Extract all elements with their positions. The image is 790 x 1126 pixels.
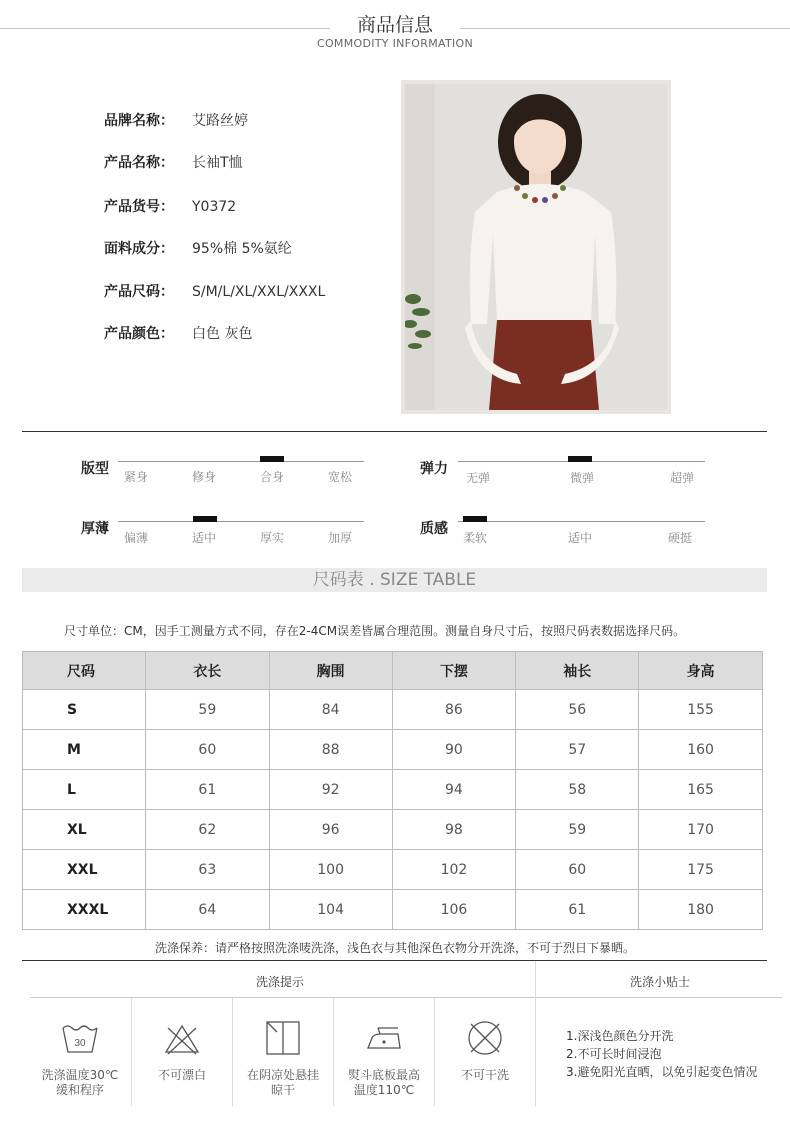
- info-row-colors: [104, 323, 252, 343]
- table-cell: XXL: [23, 850, 146, 890]
- attr-fit-label: 版型: [81, 461, 109, 477]
- info-value: 长袖T恤: [192, 155, 243, 171]
- wash-icon-cell: [233, 998, 333, 1106]
- wash-tip: 2.不可长时间浸泡: [566, 1047, 662, 1061]
- info-label: 品牌名称：: [104, 113, 174, 129]
- column-header: 胸围: [269, 652, 392, 690]
- info-row-brand: [104, 110, 248, 130]
- wash-icon-label: 不可干洗: [460, 1068, 509, 1082]
- table-cell: 175: [639, 850, 763, 890]
- table-cell: 180: [639, 890, 763, 930]
- wash-icon-label: 不可漂白: [157, 1068, 206, 1082]
- wash-tips-title: 洗涤提示: [255, 975, 304, 989]
- wash-icon-label: 洗涤温度30℃ 缓和程序: [41, 1068, 119, 1097]
- attr-texture-track: [458, 521, 705, 522]
- table-cell: 60: [516, 850, 639, 890]
- attr-thickness-option: 偏薄: [124, 531, 149, 545]
- attr-texture-option: 适中: [568, 531, 593, 545]
- wash-column-separator: [535, 961, 536, 1106]
- table-cell: 59: [516, 810, 639, 850]
- table-cell: 61: [145, 770, 269, 810]
- table-cell: XL: [23, 810, 146, 850]
- section-title: 商品信息: [356, 14, 433, 36]
- size-table: [22, 651, 763, 930]
- table-cell: 102: [392, 850, 516, 890]
- info-row-sku: [104, 196, 236, 216]
- attr-fit-option: 修身: [192, 470, 217, 484]
- column-header: 下摆: [392, 652, 516, 690]
- info-value: S/M/L/XL/XXL/XXXL: [192, 284, 326, 300]
- iron-110-icon: [364, 1018, 404, 1058]
- table-cell: 63: [145, 850, 269, 890]
- table-cell: 155: [639, 690, 763, 730]
- size-table-note: 尺寸单位：CM，因手工测量方式不同，存在2-4CM误差皆属合理范围。测量自身尺寸后，按照尺码表数据选择尺码。: [64, 624, 686, 638]
- table-cell: 88: [269, 730, 392, 770]
- model-illustration: [405, 84, 667, 410]
- attr-elasticity-option: 超弹: [670, 471, 695, 485]
- table-cell: 61: [516, 890, 639, 930]
- table-cell: 94: [392, 770, 516, 810]
- table-cell: 57: [516, 730, 639, 770]
- table-cell: L: [23, 770, 146, 810]
- attr-thickness-option: 厚实: [260, 531, 285, 545]
- wash-icon-cell: [132, 998, 232, 1106]
- column-header: 袖长: [516, 652, 639, 690]
- table-cell: 90: [392, 730, 516, 770]
- info-label: 产品名称：: [104, 155, 174, 171]
- attr-thickness-label: 厚薄: [81, 521, 109, 537]
- table-cell: 58: [516, 770, 639, 810]
- table-cell: 160: [639, 730, 763, 770]
- wash-icon-cell: [30, 998, 130, 1106]
- info-label: 产品货号：: [104, 199, 174, 215]
- wash-icon-cell: [334, 998, 434, 1106]
- attr-texture-option: 柔软: [463, 531, 488, 545]
- no-dry-clean-icon: [465, 1018, 505, 1058]
- info-label: 产品尺码：: [104, 284, 174, 300]
- shade-dry-icon: [263, 1018, 303, 1058]
- table-cell: 170: [639, 810, 763, 850]
- info-value: Y0372: [192, 199, 237, 215]
- attr-thickness-option: 适中: [192, 531, 217, 545]
- wash-tip: 1.深浅色颜色分开洗: [566, 1029, 674, 1043]
- wash-icon-cell: [435, 998, 535, 1106]
- wash-icon-label: 在阴凉处悬挂 晾干: [246, 1068, 319, 1097]
- table-header-row: [23, 652, 763, 690]
- info-row-sizes: [104, 281, 325, 301]
- table-cell: 64: [145, 890, 269, 930]
- attr-elasticity-label: 弹力: [420, 461, 448, 477]
- attr-fit-indicator: [260, 456, 284, 462]
- info-label: 产品颜色：: [104, 326, 174, 342]
- table-cell: 86: [392, 690, 516, 730]
- table-cell: 104: [269, 890, 392, 930]
- table-cell: M: [23, 730, 146, 770]
- table-cell: 106: [392, 890, 516, 930]
- attr-texture-label: 质感: [420, 521, 448, 537]
- care-note: 洗涤保养：请严格按照洗涤唛洗涤，浅色衣与其他深色衣物分开洗涤，不可于烈日下暴晒。: [154, 941, 635, 955]
- table-cell: 84: [269, 690, 392, 730]
- wash-icon-label: 熨斗底板最高 温度110℃: [347, 1068, 420, 1097]
- info-label: 面料成分：: [104, 241, 174, 257]
- attr-fit-track: [118, 461, 364, 462]
- wash-temp-number: 30: [74, 1038, 86, 1049]
- table-cell: 165: [639, 770, 763, 810]
- info-value: 艾路丝婷: [192, 113, 248, 129]
- product-photo: [405, 84, 667, 410]
- section-divider: [22, 431, 767, 432]
- attr-elasticity-indicator: [568, 456, 592, 462]
- wash-tip: 3.避免阳光直晒，以免引起变色情况: [566, 1065, 758, 1079]
- attr-elasticity-option: 无弹: [466, 471, 491, 485]
- attr-fit-option: 宽松: [328, 470, 353, 484]
- table-cell: 59: [145, 690, 269, 730]
- table-row: [23, 690, 763, 730]
- table-cell: 56: [516, 690, 639, 730]
- table-cell: 62: [145, 810, 269, 850]
- wash-30-icon: [60, 1018, 100, 1058]
- attr-fit-option: 合身: [260, 470, 285, 484]
- table-row: [23, 770, 763, 810]
- attr-thickness-option: 加厚: [328, 531, 353, 545]
- info-value: 95%棉 5%氨纶: [192, 241, 292, 257]
- wash-hints-title: 洗涤小贴士: [629, 975, 690, 989]
- wash-top-line: [22, 960, 767, 961]
- no-bleach-icon: [162, 1018, 202, 1058]
- info-value: 白色 灰色: [192, 326, 253, 342]
- table-cell: XXXL: [23, 890, 146, 930]
- attr-thickness-track: [118, 521, 364, 522]
- section-subtitle: COMMODITY INFORMATION: [316, 37, 474, 50]
- table-cell: 60: [145, 730, 269, 770]
- table-cell: 100: [269, 850, 392, 890]
- attr-thickness-indicator: [193, 516, 217, 522]
- column-header: 身高: [639, 652, 763, 690]
- table-row: [23, 730, 763, 770]
- table-cell: 92: [269, 770, 392, 810]
- column-header: 衣长: [145, 652, 269, 690]
- attr-texture-option: 硬挺: [668, 531, 693, 545]
- table-row: [23, 810, 763, 850]
- column-header: 尺码: [23, 652, 146, 690]
- attr-texture-indicator: [463, 516, 487, 522]
- table-cell: 96: [269, 810, 392, 850]
- table-cell: S: [23, 690, 146, 730]
- table-row: [23, 850, 763, 890]
- info-row-fabric: [104, 238, 292, 258]
- attr-fit-option: 紧身: [124, 470, 149, 484]
- size-table-banner: 尺码表 . SIZE TABLE: [22, 568, 767, 592]
- table-row: [23, 890, 763, 930]
- table-cell: 98: [392, 810, 516, 850]
- attr-elasticity-option: 微弹: [570, 471, 595, 485]
- info-row-name: [104, 152, 243, 172]
